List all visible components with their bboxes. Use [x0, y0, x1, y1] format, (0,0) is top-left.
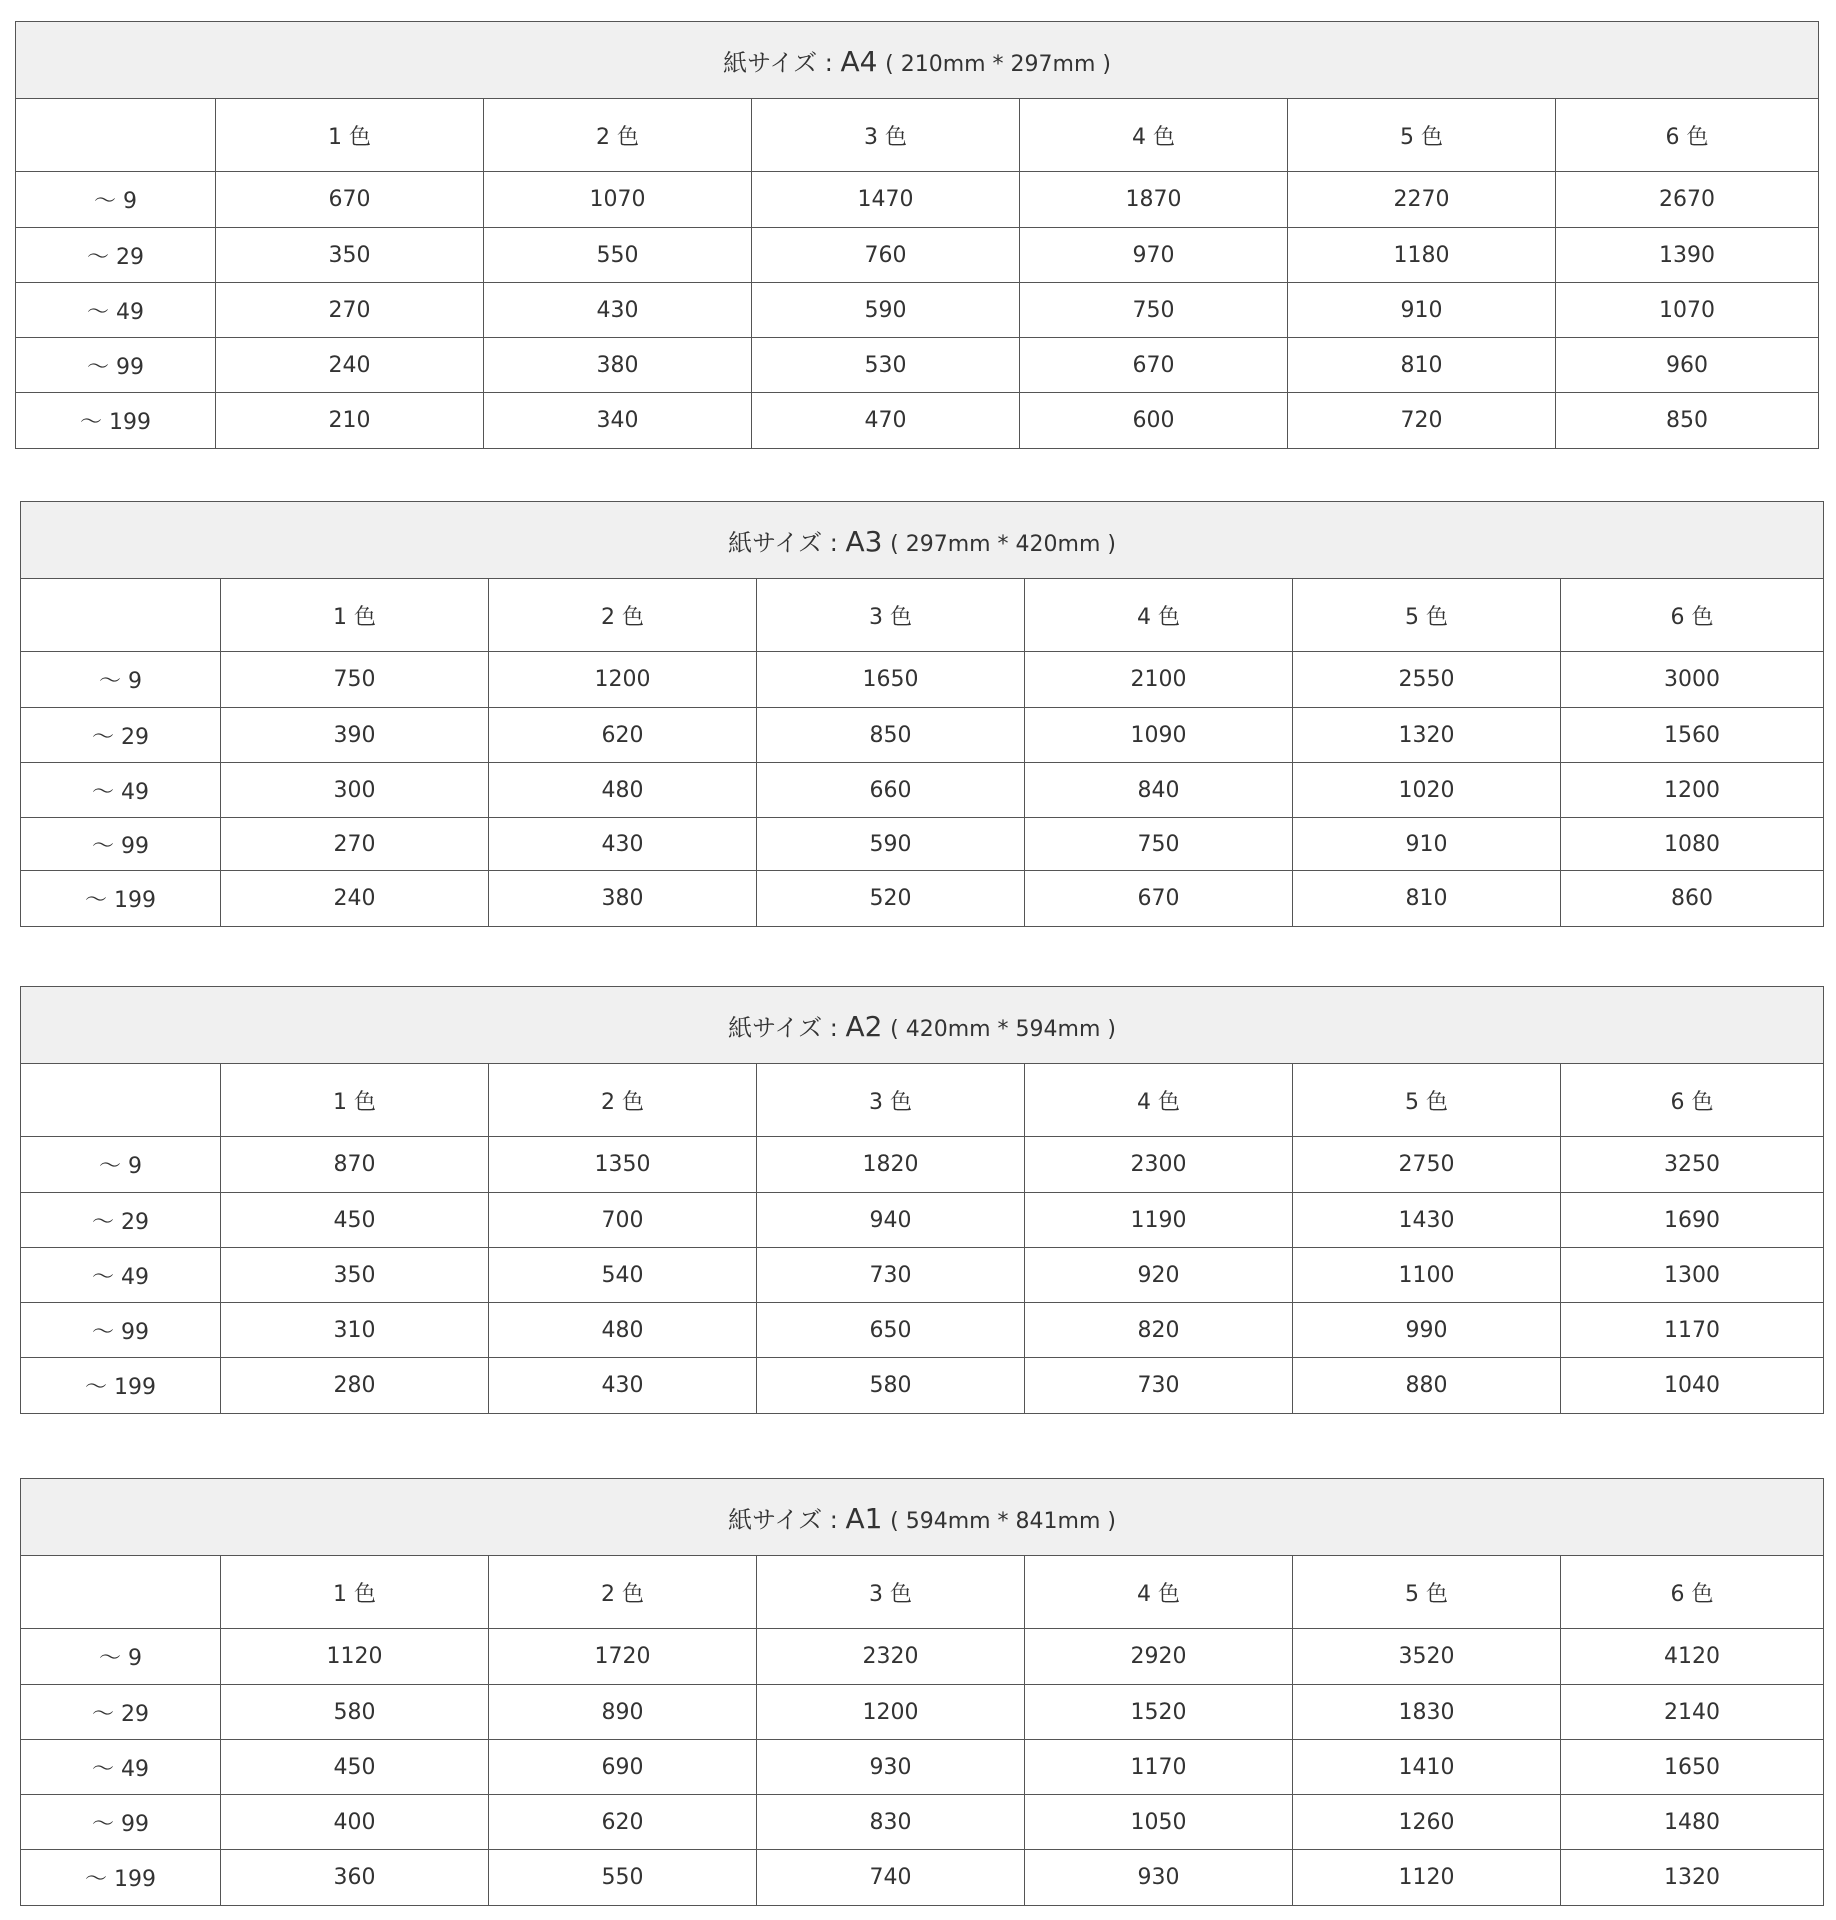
price-cell: 550 — [484, 228, 752, 283]
quantity-label: 〜 99 — [16, 338, 216, 393]
price-cell: 590 — [757, 818, 1025, 871]
price-table-a2 — [20, 986, 1824, 1414]
column-header: 2 色 — [489, 1064, 757, 1137]
price-cell: 3250 — [1561, 1137, 1824, 1193]
column-header: 2 色 — [489, 1556, 757, 1629]
price-cell: 910 — [1288, 283, 1556, 338]
column-header: 4 色 — [1025, 1064, 1293, 1137]
price-cell: 1200 — [1561, 763, 1824, 818]
price-table-a3 — [20, 501, 1824, 927]
column-header: 3 色 — [752, 99, 1020, 172]
table-row — [21, 1685, 1824, 1740]
price-cell: 760 — [752, 228, 1020, 283]
column-header: 4 色 — [1025, 579, 1293, 652]
quantity-label: 〜 99 — [21, 1303, 221, 1358]
price-cell: 2140 — [1561, 1685, 1824, 1740]
price-cell: 910 — [1293, 818, 1561, 871]
price-cell: 1410 — [1293, 1740, 1561, 1795]
price-cell: 430 — [489, 1358, 757, 1414]
price-cell: 1830 — [1293, 1685, 1561, 1740]
column-header: 6 色 — [1561, 579, 1824, 652]
table-title — [16, 22, 1819, 99]
price-cell: 1390 — [1556, 228, 1819, 283]
price-cell: 1820 — [757, 1137, 1025, 1193]
price-cell: 720 — [1288, 393, 1556, 449]
column-header: 2 色 — [489, 579, 757, 652]
paper-dimensions: ( 420mm * 594mm ) — [890, 1016, 1116, 1042]
table-title — [21, 987, 1824, 1064]
price-table-a1 — [20, 1478, 1824, 1906]
price-cell: 1350 — [489, 1137, 757, 1193]
price-cell: 750 — [221, 652, 489, 708]
price-cell: 620 — [489, 708, 757, 763]
table-row — [21, 1850, 1824, 1906]
price-cell: 620 — [489, 1795, 757, 1850]
quantity-label: 〜 49 — [21, 1248, 221, 1303]
title-prefix: 紙サイズ : — [728, 528, 838, 557]
column-header: 3 色 — [757, 1556, 1025, 1629]
quantity-label: 〜 199 — [21, 871, 221, 927]
table-row — [21, 1137, 1824, 1193]
price-cell: 860 — [1561, 871, 1824, 927]
price-cell: 730 — [1025, 1358, 1293, 1414]
paper-dimensions: ( 297mm * 420mm ) — [890, 531, 1116, 557]
price-cell: 690 — [489, 1740, 757, 1795]
price-cell: 1430 — [1293, 1193, 1561, 1248]
quantity-label: 〜 199 — [21, 1358, 221, 1414]
table-row — [16, 172, 1819, 228]
price-cell: 4120 — [1561, 1629, 1824, 1685]
quantity-label: 〜 29 — [21, 1193, 221, 1248]
price-cell: 1070 — [484, 172, 752, 228]
corner-cell — [16, 99, 216, 172]
price-cell: 430 — [484, 283, 752, 338]
quantity-label: 〜 29 — [21, 708, 221, 763]
price-cell: 1080 — [1561, 818, 1824, 871]
price-cell: 2920 — [1025, 1629, 1293, 1685]
column-header: 6 色 — [1561, 1556, 1824, 1629]
price-cell: 1690 — [1561, 1193, 1824, 1248]
column-header: 5 色 — [1293, 579, 1561, 652]
price-cell: 750 — [1020, 283, 1288, 338]
price-cell: 970 — [1020, 228, 1288, 283]
paper-size: A3 — [845, 524, 883, 558]
price-cell: 870 — [221, 1137, 489, 1193]
price-cell: 740 — [757, 1850, 1025, 1906]
price-cell: 280 — [221, 1358, 489, 1414]
table-row — [16, 283, 1819, 338]
column-header: 5 色 — [1293, 1064, 1561, 1137]
table-row — [21, 818, 1824, 871]
price-cell: 1480 — [1561, 1795, 1824, 1850]
quantity-label: 〜 9 — [16, 172, 216, 228]
price-cell: 890 — [489, 1685, 757, 1740]
title-prefix: 紙サイズ : — [728, 1505, 838, 1534]
price-cell: 1300 — [1561, 1248, 1824, 1303]
price-cell: 300 — [221, 763, 489, 818]
price-cell: 1190 — [1025, 1193, 1293, 1248]
table-row — [21, 871, 1824, 927]
price-cell: 920 — [1025, 1248, 1293, 1303]
price-cell: 730 — [757, 1248, 1025, 1303]
column-header: 3 色 — [757, 579, 1025, 652]
price-cell: 400 — [221, 1795, 489, 1850]
price-cell: 850 — [1556, 393, 1819, 449]
price-cell: 670 — [216, 172, 484, 228]
table-title — [21, 1479, 1824, 1556]
price-cell: 310 — [221, 1303, 489, 1358]
price-cell: 450 — [221, 1740, 489, 1795]
corner-cell — [21, 1556, 221, 1629]
price-cell: 810 — [1288, 338, 1556, 393]
price-cell: 1040 — [1561, 1358, 1824, 1414]
table-row — [21, 1303, 1824, 1358]
table-row — [21, 763, 1824, 818]
price-cell: 1120 — [1293, 1850, 1561, 1906]
price-cell: 1020 — [1293, 763, 1561, 818]
price-cell: 380 — [484, 338, 752, 393]
price-cell: 2100 — [1025, 652, 1293, 708]
price-cell: 880 — [1293, 1358, 1561, 1414]
price-table-a4 — [15, 21, 1819, 449]
table-row — [16, 393, 1819, 449]
price-cell: 660 — [757, 763, 1025, 818]
header-row — [21, 1556, 1824, 1629]
column-header: 6 色 — [1561, 1064, 1824, 1137]
price-cell: 1200 — [757, 1685, 1025, 1740]
quantity-label: 〜 49 — [21, 1740, 221, 1795]
price-cell: 2550 — [1293, 652, 1561, 708]
header-row — [21, 579, 1824, 652]
price-cell: 1320 — [1293, 708, 1561, 763]
table-row — [16, 338, 1819, 393]
price-cell: 1470 — [752, 172, 1020, 228]
price-cell: 700 — [489, 1193, 757, 1248]
price-cell: 470 — [752, 393, 1020, 449]
quantity-label: 〜 9 — [21, 1137, 221, 1193]
price-cell: 670 — [1025, 871, 1293, 927]
paper-size: A4 — [840, 44, 878, 78]
column-header: 6 色 — [1556, 99, 1819, 172]
header-row — [16, 99, 1819, 172]
paper-size: A2 — [845, 1009, 883, 1043]
table-row — [21, 1358, 1824, 1414]
header-row — [21, 1064, 1824, 1137]
price-cell: 1720 — [489, 1629, 757, 1685]
price-cell: 1560 — [1561, 708, 1824, 763]
price-cell: 1650 — [757, 652, 1025, 708]
price-cell: 580 — [757, 1358, 1025, 1414]
price-cell: 480 — [489, 1303, 757, 1358]
price-cell: 2300 — [1025, 1137, 1293, 1193]
price-cell: 210 — [216, 393, 484, 449]
price-cell: 600 — [1020, 393, 1288, 449]
column-header: 1 色 — [221, 579, 489, 652]
paper-dimensions: ( 210mm * 297mm ) — [885, 51, 1111, 77]
table-row — [21, 652, 1824, 708]
price-cell: 1170 — [1025, 1740, 1293, 1795]
price-cell: 840 — [1025, 763, 1293, 818]
quantity-label: 〜 199 — [16, 393, 216, 449]
price-cell: 3000 — [1561, 652, 1824, 708]
price-cell: 1100 — [1293, 1248, 1561, 1303]
price-cell: 940 — [757, 1193, 1025, 1248]
price-cell: 670 — [1020, 338, 1288, 393]
price-cell: 530 — [752, 338, 1020, 393]
price-cell: 480 — [489, 763, 757, 818]
table-row — [21, 1248, 1824, 1303]
price-cell: 1260 — [1293, 1795, 1561, 1850]
price-cell: 360 — [221, 1850, 489, 1906]
price-cell: 350 — [221, 1248, 489, 1303]
column-header: 3 色 — [757, 1064, 1025, 1137]
price-cell: 350 — [216, 228, 484, 283]
corner-cell — [21, 579, 221, 652]
price-cell: 2320 — [757, 1629, 1025, 1685]
price-cell: 3520 — [1293, 1629, 1561, 1685]
price-cell: 550 — [489, 1850, 757, 1906]
quantity-label: 〜 49 — [21, 763, 221, 818]
price-cell: 850 — [757, 708, 1025, 763]
price-cell: 650 — [757, 1303, 1025, 1358]
quantity-label: 〜 9 — [21, 1629, 221, 1685]
price-cell: 1090 — [1025, 708, 1293, 763]
price-cell: 240 — [216, 338, 484, 393]
table-row — [21, 1740, 1824, 1795]
price-cell: 820 — [1025, 1303, 1293, 1358]
price-cell: 240 — [221, 871, 489, 927]
price-cell: 270 — [221, 818, 489, 871]
price-cell: 2670 — [1556, 172, 1819, 228]
price-cell: 1070 — [1556, 283, 1819, 338]
paper-dimensions: ( 594mm * 841mm ) — [890, 1508, 1116, 1534]
price-cell: 810 — [1293, 871, 1561, 927]
price-cell: 590 — [752, 283, 1020, 338]
price-cell: 1200 — [489, 652, 757, 708]
quantity-label: 〜 99 — [21, 1795, 221, 1850]
price-cell: 960 — [1556, 338, 1819, 393]
column-header: 4 色 — [1025, 1556, 1293, 1629]
table-row — [21, 1795, 1824, 1850]
paper-size: A1 — [845, 1501, 883, 1535]
quantity-label: 〜 29 — [16, 228, 216, 283]
column-header: 1 色 — [216, 99, 484, 172]
column-header: 4 色 — [1020, 99, 1288, 172]
price-cell: 390 — [221, 708, 489, 763]
price-cell: 930 — [1025, 1850, 1293, 1906]
price-cell: 2270 — [1288, 172, 1556, 228]
price-cell: 340 — [484, 393, 752, 449]
quantity-label: 〜 49 — [16, 283, 216, 338]
title-prefix: 紙サイズ : — [723, 48, 833, 77]
price-cell: 930 — [757, 1740, 1025, 1795]
price-cell: 1520 — [1025, 1685, 1293, 1740]
price-cell: 1180 — [1288, 228, 1556, 283]
price-cell: 270 — [216, 283, 484, 338]
price-cell: 580 — [221, 1685, 489, 1740]
price-cell: 1120 — [221, 1629, 489, 1685]
price-cell: 430 — [489, 818, 757, 871]
column-header: 2 色 — [484, 99, 752, 172]
price-cell: 830 — [757, 1795, 1025, 1850]
price-cell: 380 — [489, 871, 757, 927]
title-prefix: 紙サイズ : — [728, 1013, 838, 1042]
quantity-label: 〜 199 — [21, 1850, 221, 1906]
price-cell: 1050 — [1025, 1795, 1293, 1850]
table-row — [21, 708, 1824, 763]
price-cell: 1170 — [1561, 1303, 1824, 1358]
table-row — [16, 228, 1819, 283]
price-cell: 1320 — [1561, 1850, 1824, 1906]
price-cell: 450 — [221, 1193, 489, 1248]
price-cell: 520 — [757, 871, 1025, 927]
column-header: 1 色 — [221, 1064, 489, 1137]
quantity-label: 〜 99 — [21, 818, 221, 871]
column-header: 5 色 — [1293, 1556, 1561, 1629]
quantity-label: 〜 29 — [21, 1685, 221, 1740]
table-row — [21, 1629, 1824, 1685]
price-cell: 540 — [489, 1248, 757, 1303]
price-cell: 990 — [1293, 1303, 1561, 1358]
column-header: 5 色 — [1288, 99, 1556, 172]
price-cell: 2750 — [1293, 1137, 1561, 1193]
price-cell: 750 — [1025, 818, 1293, 871]
table-row — [21, 1193, 1824, 1248]
corner-cell — [21, 1064, 221, 1137]
table-title — [21, 502, 1824, 579]
price-cell: 1870 — [1020, 172, 1288, 228]
quantity-label: 〜 9 — [21, 652, 221, 708]
price-cell: 1650 — [1561, 1740, 1824, 1795]
column-header: 1 色 — [221, 1556, 489, 1629]
